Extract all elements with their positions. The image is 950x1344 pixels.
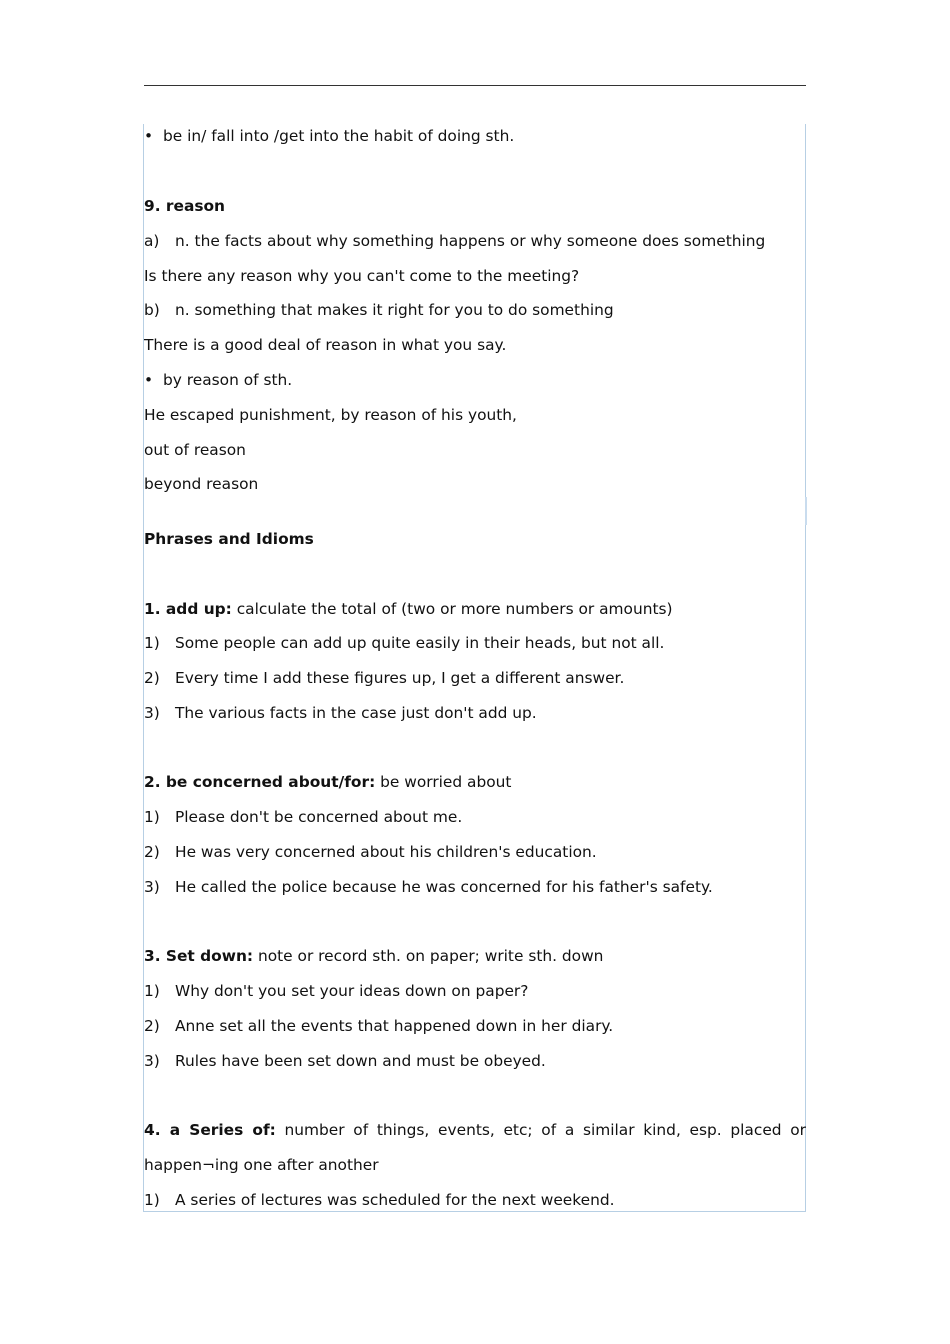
example-text: Rules have been set down and must be obeyed.	[175, 1052, 546, 1070]
list-marker: 2)	[144, 669, 160, 687]
example-text: The various facts in the case just don't add up.	[175, 704, 537, 722]
phrase-3-example-2	[144, 1016, 613, 1036]
example-text: Please don't be concerned about me.	[175, 808, 463, 826]
phrase-3-example-3	[144, 1051, 546, 1071]
header-rule	[144, 85, 806, 86]
phrase-2-example-3	[144, 877, 713, 897]
list-marker: 1)	[144, 1191, 160, 1209]
example-text: Every time I add these figures up, I get a different answer.	[175, 669, 625, 687]
list-marker: 1)	[144, 982, 160, 1000]
reason-bullet-item	[144, 370, 292, 390]
phrase-term: 4. a Series of:	[144, 1121, 276, 1139]
phrase-definition: calculate the total of (two or more numbers or amounts)	[231, 600, 673, 618]
phrases-heading-text: Phrases and Idioms	[144, 530, 314, 548]
reason-definition-a	[144, 231, 765, 251]
reason-phrase: by reason of sth.	[163, 371, 293, 389]
reason-heading	[144, 196, 225, 216]
definition-text: n. something that makes it right for you to do something	[175, 301, 614, 319]
phrase-term: 3. Set down:	[144, 947, 254, 965]
phrase-1-title	[144, 599, 673, 619]
example-text: He called the police because he was concerned for his father's safety.	[175, 878, 713, 896]
list-marker: 3)	[144, 704, 160, 722]
phrase-1-example-1	[144, 633, 664, 653]
list-marker: a)	[144, 232, 160, 250]
list-marker: 2)	[144, 1017, 160, 1035]
definition-text: n. the facts about why something happens or why someone does something	[175, 232, 766, 250]
list-marker: 3)	[144, 1052, 160, 1070]
phrase-3-title	[144, 946, 603, 966]
phrase-4-example-1	[144, 1190, 615, 1210]
phrase-4-title	[144, 1120, 806, 1140]
phrase-term: 2. be concerned about/for:	[144, 773, 376, 791]
example-text: He was very concerned about his children's education.	[175, 843, 597, 861]
phrase-4-title-continued: happen¬ing one after another	[144, 1156, 379, 1174]
phrase-2-example-2	[144, 842, 597, 862]
phrase-out-of-reason: out of reason	[144, 441, 246, 459]
phrase-1-example-2	[144, 668, 624, 688]
phrase-1-example-3	[144, 703, 537, 723]
phrase-definition: note or record sth. on paper; write sth. down	[253, 947, 604, 965]
frame-marker	[805, 497, 807, 525]
phrase-definition: be worried about	[375, 773, 512, 791]
phrases-heading	[144, 529, 314, 549]
example-text: Why don't you set your ideas down on paper?	[175, 982, 529, 1000]
example-text: A series of lectures was scheduled for the next weekend.	[175, 1191, 615, 1209]
phrase-definition: number of things, events, etc; of a similar kind, esp. placed or	[275, 1121, 806, 1139]
habit-bullet-item	[144, 126, 514, 146]
phrase-2-example-1	[144, 807, 462, 827]
list-marker: 3)	[144, 878, 160, 896]
phrase-beyond-reason: beyond reason	[144, 475, 259, 493]
reason-example-b: There is a good deal of reason in what you say.	[144, 336, 507, 354]
example-text: Some people can add up quite easily in their heads, but not all.	[175, 634, 665, 652]
example-text: Anne set all the events that happened down in her diary.	[175, 1017, 614, 1035]
list-marker: 1)	[144, 808, 160, 826]
reason-bullet-example: He escaped punishment, by reason of his youth,	[144, 406, 517, 424]
reason-definition-b	[144, 300, 614, 320]
list-marker: 2)	[144, 843, 160, 861]
list-marker: 1)	[144, 634, 160, 652]
phrase-term: 1. add up:	[144, 600, 232, 618]
phrase-2-title	[144, 772, 511, 792]
bullet-glyph: •	[144, 371, 154, 389]
habit-phrase: be in/ fall into /get into the habit of doing sth.	[163, 127, 515, 145]
reason-example-a: Is there any reason why you can't come to the meeting?	[144, 267, 580, 285]
phrase-3-example-1	[144, 981, 528, 1001]
list-marker: b)	[144, 301, 160, 319]
reason-heading-text: 9. reason	[144, 197, 226, 215]
bullet-glyph: •	[144, 127, 154, 145]
